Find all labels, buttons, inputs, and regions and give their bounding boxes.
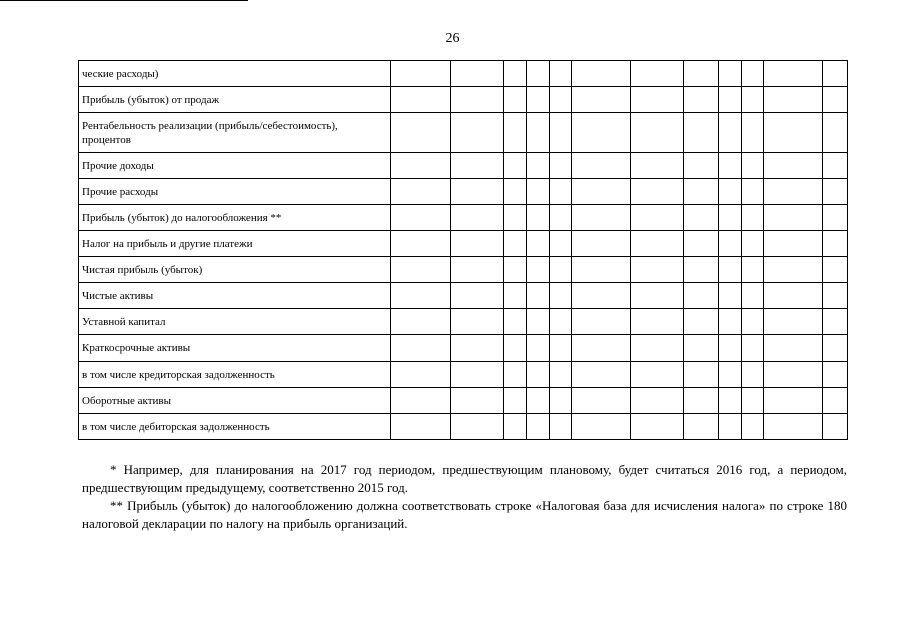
table-cell [719, 153, 742, 179]
table-row [79, 335, 848, 362]
row-label: Чистая прибыль (убыток) [79, 257, 391, 283]
table-cell [572, 61, 631, 87]
table-cell [550, 414, 572, 440]
table-cell [742, 153, 764, 179]
table-cell [631, 362, 684, 388]
table-cell [684, 257, 719, 283]
row-label: ческие расходы) [79, 61, 391, 87]
table-cell [631, 179, 684, 205]
row-label: Прибыль (убыток) от продаж [79, 87, 391, 113]
table-cell [504, 388, 527, 414]
table-cell [451, 113, 504, 153]
table-cell [742, 205, 764, 231]
table-cell [451, 87, 504, 113]
table-cell [391, 61, 451, 87]
table-cell [631, 205, 684, 231]
table-cell [684, 414, 719, 440]
row-label: Налог на прибыль и другие платежи [79, 231, 391, 257]
table-cell [684, 61, 719, 87]
table-cell [719, 309, 742, 335]
row-label: Краткосрочные активы [79, 335, 391, 362]
table-cell [504, 414, 527, 440]
table-cell [684, 283, 719, 309]
table-cell [823, 231, 848, 257]
table-cell [684, 362, 719, 388]
table-cell [572, 257, 631, 283]
table-cell [684, 87, 719, 113]
table-cell [550, 205, 572, 231]
table-cell [719, 283, 742, 309]
table-cell [764, 283, 823, 309]
table-cell [764, 179, 823, 205]
table-cell [527, 153, 550, 179]
table-cell [550, 231, 572, 257]
table-row [79, 309, 848, 335]
table-cell [764, 153, 823, 179]
table-cell [719, 231, 742, 257]
table-cell [451, 388, 504, 414]
table-cell [684, 231, 719, 257]
table-row [79, 179, 848, 205]
table-cell [572, 309, 631, 335]
table-cell [527, 309, 550, 335]
table-cell [764, 231, 823, 257]
table-cell [572, 231, 631, 257]
table-cell [391, 414, 451, 440]
row-label: в том числе кредиторская задолженность [79, 362, 391, 388]
table-row [79, 257, 848, 283]
table-cell [391, 87, 451, 113]
table-cell [742, 388, 764, 414]
table-cell [631, 87, 684, 113]
table-cell [764, 309, 823, 335]
table-cell [451, 153, 504, 179]
table-cell [504, 257, 527, 283]
table-row [79, 388, 848, 414]
table-cell [631, 414, 684, 440]
table-row [79, 205, 848, 231]
table-row [79, 414, 848, 440]
table-cell [631, 231, 684, 257]
table-cell [823, 335, 848, 362]
table-cell [504, 113, 527, 153]
table-cell [451, 283, 504, 309]
footnotes [82, 461, 847, 533]
table-cell [550, 61, 572, 87]
table-cell [504, 179, 527, 205]
table-row [79, 283, 848, 309]
table-cell [823, 309, 848, 335]
table-cell [742, 414, 764, 440]
row-label: Прочие расходы [79, 179, 391, 205]
table-cell [823, 283, 848, 309]
row-label: Прочие доходы [79, 153, 391, 179]
table-cell [823, 179, 848, 205]
table-row [79, 231, 848, 257]
table-cell [742, 257, 764, 283]
table-cell [684, 153, 719, 179]
table-cell [742, 362, 764, 388]
table-cell [823, 61, 848, 87]
table-cell [572, 153, 631, 179]
table-cell [391, 257, 451, 283]
table-cell [719, 113, 742, 153]
table-cell [504, 87, 527, 113]
table-cell [572, 414, 631, 440]
row-label: Чистые активы [79, 283, 391, 309]
table-cell [719, 414, 742, 440]
table-cell [391, 362, 451, 388]
table-row [79, 113, 848, 153]
table-cell [527, 362, 550, 388]
row-label: Уставной капитал [79, 309, 391, 335]
table-cell [550, 388, 572, 414]
table-cell [550, 113, 572, 153]
footnote-1: * Например, для планирования на 2017 год периодом, предшествующим плановому, будет считаться 2016 год, а периодом, предшествующим предыдущему, соответственно 2015 год. [82, 462, 847, 495]
table-cell [527, 283, 550, 309]
table-cell [684, 335, 719, 362]
table-cell [742, 87, 764, 113]
table-cell [719, 179, 742, 205]
table-cell [451, 61, 504, 87]
row-label: Рентабельность реализации (прибыль/себестоимость), процентов [79, 113, 391, 153]
table-cell [504, 362, 527, 388]
table-cell [572, 388, 631, 414]
table-cell [631, 61, 684, 87]
table-cell [572, 205, 631, 231]
table-cell [391, 205, 451, 231]
table-cell [764, 335, 823, 362]
table-cell [631, 283, 684, 309]
table-cell [631, 388, 684, 414]
table-row [79, 153, 848, 179]
table-cell [631, 257, 684, 283]
table-cell [719, 388, 742, 414]
table-cell [451, 179, 504, 205]
table-cell [451, 335, 504, 362]
table-cell [823, 257, 848, 283]
table-cell [572, 113, 631, 153]
footnote-2: ** Прибыль (убыток) до налогообложению должна соответствовать строке «Налоговая база для исчисления налога» по строке 180 налоговой декларации по налогу на прибыль организаций. [82, 498, 847, 531]
table-cell [504, 283, 527, 309]
row-label: Прибыль (убыток) до налогообложения ** [79, 205, 391, 231]
table-cell [764, 113, 823, 153]
table-cell [504, 309, 527, 335]
table-cell [823, 113, 848, 153]
table-cell [742, 113, 764, 153]
table-cell [742, 179, 764, 205]
table-cell [764, 414, 823, 440]
table-cell [550, 309, 572, 335]
table-cell [764, 257, 823, 283]
table-cell [572, 362, 631, 388]
table-cell [719, 257, 742, 283]
table-cell [742, 231, 764, 257]
table-cell [719, 362, 742, 388]
table-cell [391, 153, 451, 179]
table-cell [451, 257, 504, 283]
table-cell [742, 283, 764, 309]
table-cell [572, 179, 631, 205]
table-cell [504, 153, 527, 179]
table-cell [391, 309, 451, 335]
header-rule [0, 0, 248, 1]
table-cell [684, 205, 719, 231]
table-cell [764, 362, 823, 388]
table-cell [451, 309, 504, 335]
table-cell [550, 257, 572, 283]
table-cell [572, 335, 631, 362]
table-cell [391, 335, 451, 362]
table-cell [527, 113, 550, 153]
table-cell [504, 231, 527, 257]
table-cell [823, 87, 848, 113]
table-cell [631, 309, 684, 335]
table-cell [550, 179, 572, 205]
table-cell [550, 335, 572, 362]
table-cell [504, 61, 527, 87]
table-cell [527, 414, 550, 440]
table-cell [764, 388, 823, 414]
table-cell [684, 309, 719, 335]
table-cell [391, 231, 451, 257]
page-number: 26 [445, 31, 460, 46]
table-cell [527, 61, 550, 87]
table-cell [631, 113, 684, 153]
table-cell [742, 309, 764, 335]
table-cell [550, 153, 572, 179]
table-cell [764, 61, 823, 87]
table-cell [391, 388, 451, 414]
table-cell [550, 283, 572, 309]
table-cell [527, 257, 550, 283]
table-cell [823, 414, 848, 440]
table-cell [550, 362, 572, 388]
table-cell [719, 335, 742, 362]
table-cell [684, 388, 719, 414]
table-cell [823, 205, 848, 231]
table-cell [451, 231, 504, 257]
row-label: Оборотные активы [79, 388, 391, 414]
table-row [79, 61, 848, 87]
table-cell [823, 362, 848, 388]
table-cell [504, 205, 527, 231]
table-cell [550, 87, 572, 113]
table-cell [719, 205, 742, 231]
table-cell [451, 362, 504, 388]
table-cell [391, 283, 451, 309]
table-cell [527, 87, 550, 113]
table-cell [823, 388, 848, 414]
table-cell [391, 113, 451, 153]
table-cell [527, 231, 550, 257]
table-cell [684, 113, 719, 153]
table-cell [527, 335, 550, 362]
table-cell [527, 179, 550, 205]
table-cell [742, 61, 764, 87]
table-cell [572, 283, 631, 309]
table-cell [823, 153, 848, 179]
row-label: в том числе дебиторская задолженность [79, 414, 391, 440]
table-cell [719, 61, 742, 87]
table-cell [684, 179, 719, 205]
table-row [79, 362, 848, 388]
table-cell [451, 414, 504, 440]
table-cell [527, 205, 550, 231]
table-cell [572, 87, 631, 113]
table-cell [631, 153, 684, 179]
table-cell [391, 179, 451, 205]
table-cell [451, 205, 504, 231]
table-cell [631, 335, 684, 362]
table-cell [527, 388, 550, 414]
table-row [79, 87, 848, 113]
table-cell [742, 335, 764, 362]
financial-indicators-table [78, 60, 848, 440]
table-cell [764, 87, 823, 113]
table-cell [504, 335, 527, 362]
table-cell [764, 205, 823, 231]
table-cell [719, 87, 742, 113]
